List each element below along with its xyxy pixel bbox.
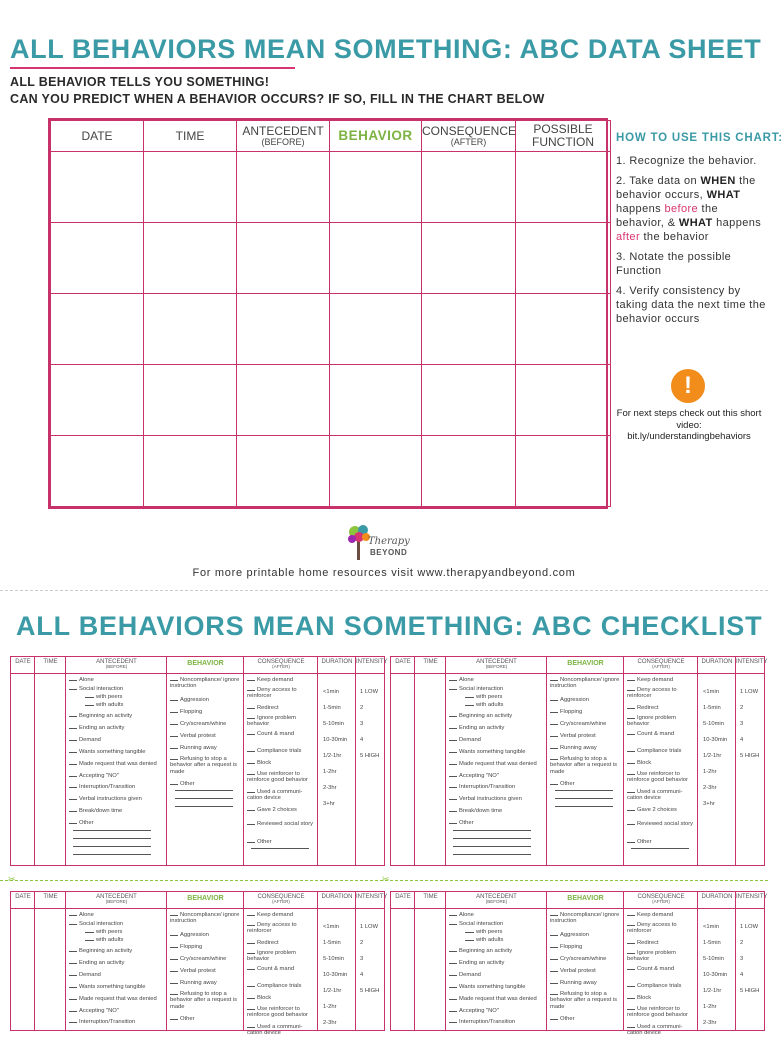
table-row xyxy=(51,294,611,365)
intensity-option[interactable]: 2 xyxy=(360,940,364,946)
consequence-option[interactable]: Used a communi- cation device xyxy=(247,789,317,802)
antecedent-option[interactable]: Made request that was denied xyxy=(449,761,537,767)
consequence-option[interactable]: Redirect xyxy=(627,705,697,711)
antecedent-option[interactable]: Beginning an activity xyxy=(449,713,512,719)
antecedent-option[interactable]: with adults xyxy=(85,702,123,708)
checklist-header-behavior: BEHAVIOR xyxy=(567,660,604,667)
consequence-option[interactable]: Block xyxy=(627,995,697,1001)
column-header-consequence: CONSEQUENCE (AFTER) xyxy=(422,121,516,152)
antecedent-option[interactable]: Ending an activity xyxy=(69,725,124,731)
intensity-option[interactable]: 1 LOW xyxy=(360,689,379,695)
behavior-option[interactable]: Aggression xyxy=(550,932,622,938)
table-cell[interactable] xyxy=(516,365,611,436)
antecedent-option[interactable]: Other xyxy=(449,820,474,826)
abc-checklist-panel xyxy=(390,656,768,866)
duration-option[interactable]: 10-30min xyxy=(323,972,348,978)
consequence-option[interactable]: Other xyxy=(627,839,697,845)
write-in-line[interactable] xyxy=(73,830,151,831)
write-in-line[interactable] xyxy=(175,790,233,791)
duration-option[interactable]: 10-30min xyxy=(703,972,728,978)
section-divider xyxy=(0,590,768,591)
duration-option[interactable]: 1-2hr xyxy=(703,769,717,775)
antecedent-option[interactable]: with adults xyxy=(465,937,503,943)
write-in-line[interactable] xyxy=(453,854,531,855)
antecedent-option[interactable]: Wants something tangible xyxy=(449,749,526,755)
antecedent-option[interactable]: Made request that was denied xyxy=(69,761,157,767)
behavior-option[interactable]: Noncompliance/ ignore instruction xyxy=(550,677,622,690)
checklist-header-consequence: CONSEQUENCE (AFTER) xyxy=(637,659,685,670)
duration-option[interactable]: 1-2hr xyxy=(703,1004,717,1010)
checklist-header-intensity: INTENSITY xyxy=(736,659,768,665)
antecedent-option[interactable]: Social interaction xyxy=(69,686,123,692)
write-in-line[interactable] xyxy=(73,838,151,839)
antecedent-option[interactable]: Accepting "NO" xyxy=(449,773,499,779)
subtitle-line-1: ALL BEHAVIOR TELLS YOU SOMETHING! xyxy=(10,75,270,89)
checklist-header-time: TIME xyxy=(43,894,58,900)
consequence-option[interactable]: Keep demand xyxy=(627,677,697,683)
antecedent-option[interactable]: Other xyxy=(69,820,94,826)
logo-subtext: BEYOND xyxy=(370,548,408,557)
checklist-header-time: TIME xyxy=(43,659,58,665)
column-header-date: DATE xyxy=(51,121,144,152)
consequence-option[interactable]: Block xyxy=(627,760,697,766)
checklist-header-antecedent: ANTECEDENT (BEFORE) xyxy=(476,659,517,670)
duration-option[interactable]: 1-5min xyxy=(323,705,341,711)
behavior-option[interactable]: Other xyxy=(550,781,622,787)
antecedent-option[interactable]: Demand xyxy=(449,737,481,743)
intensity-option[interactable]: 4 xyxy=(360,972,364,978)
duration-option[interactable]: 5-10min xyxy=(323,721,344,727)
consequence-option[interactable]: Compliance trials xyxy=(247,748,317,754)
intensity-option[interactable]: 4 xyxy=(740,972,744,978)
table-cell[interactable] xyxy=(237,294,330,365)
video-link[interactable]: bit.ly/understandingbehaviors xyxy=(627,431,751,442)
antecedent-option[interactable]: Interruption/Transition xyxy=(69,1019,135,1025)
duration-option[interactable]: 10-30min xyxy=(703,737,728,743)
duration-option[interactable]: 2-3hr xyxy=(703,1020,717,1026)
antecedent-option[interactable]: Verbal instructions given xyxy=(69,796,142,802)
header-divider xyxy=(11,908,384,909)
table-cell[interactable] xyxy=(516,294,611,365)
consequence-option[interactable]: Ignore problem behavior xyxy=(247,950,317,963)
checklist-title: ALL BEHAVIORS MEAN SOMETHING: ABC CHECKLIST xyxy=(16,611,763,641)
checklist-header-behavior: BEHAVIOR xyxy=(187,660,224,667)
column-header-time: TIME xyxy=(144,121,237,152)
behavior-option[interactable]: Verbal protest xyxy=(550,968,622,974)
consequence-option[interactable]: Redirect xyxy=(627,940,697,946)
behavior-option[interactable]: Refusing to stop a behavior after a request is made xyxy=(170,756,242,775)
scissors-icon: ✂ xyxy=(8,874,16,884)
antecedent-option[interactable]: Demand xyxy=(449,972,481,978)
duration-option[interactable]: 2-3hr xyxy=(323,785,337,791)
antecedent-option[interactable]: Interruption/Transition xyxy=(449,784,515,790)
behavior-option[interactable]: Running away xyxy=(170,980,242,986)
intensity-option[interactable]: 5 HIGH xyxy=(360,988,380,994)
checklist-header-behavior: BEHAVIOR xyxy=(187,895,224,902)
consequence-option[interactable]: Used a communi- cation device xyxy=(627,789,697,802)
checklist-header-antecedent: ANTECEDENT (BEFORE) xyxy=(96,659,137,670)
abc-checklist-panel xyxy=(390,891,768,1037)
antecedent-option[interactable]: Beginning an activity xyxy=(449,948,512,954)
write-in-line[interactable] xyxy=(555,806,613,807)
antecedent-option[interactable]: Made request that was denied xyxy=(69,996,157,1002)
table-cell[interactable] xyxy=(237,436,330,507)
behavior-option[interactable]: Cry/scream/whine xyxy=(550,721,622,727)
checklist-header-intensity: INTENSITY xyxy=(356,659,388,665)
checklist-header-date: DATE xyxy=(395,659,411,665)
instruction-step-3: 3. Notate the possible Function xyxy=(616,251,732,277)
consequence-option[interactable]: Ignore problem behavior xyxy=(247,715,317,728)
antecedent-option[interactable]: Accepting "NO" xyxy=(69,773,119,779)
consequence-option[interactable]: Deny access to reinforcer xyxy=(247,687,317,700)
duration-option[interactable]: 1/2-1hr xyxy=(323,988,342,994)
intensity-option[interactable]: 3 xyxy=(360,956,364,962)
checklist-header-consequence: CONSEQUENCE (AFTER) xyxy=(637,894,685,905)
table-cell[interactable] xyxy=(144,294,237,365)
abc-data-chart xyxy=(48,118,608,509)
instructions-panel xyxy=(616,132,783,332)
abc-checklist-panel xyxy=(10,891,388,1037)
page-title: ALL BEHAVIORS MEAN SOMETHING: ABC DATA SHEET xyxy=(10,34,762,64)
write-in-line[interactable] xyxy=(555,790,613,791)
write-in-line[interactable] xyxy=(175,798,233,799)
consequence-option[interactable]: Ignore problem behavior xyxy=(627,950,697,963)
consequence-option[interactable]: Count & mand xyxy=(247,966,317,972)
checklist-header-duration: DURATION xyxy=(321,894,353,900)
antecedent-option[interactable]: Wants something tangible xyxy=(69,984,146,990)
table-cell[interactable] xyxy=(330,152,422,223)
antecedent-option[interactable]: Ending an activity xyxy=(449,725,504,731)
duration-option[interactable]: 1-5min xyxy=(703,940,721,946)
antecedent-option[interactable]: Ending an activity xyxy=(449,960,504,966)
antecedent-option[interactable]: Alone xyxy=(69,912,94,918)
table-cell[interactable] xyxy=(422,223,516,294)
duration-option[interactable]: 3+hr xyxy=(703,801,715,807)
consequence-option[interactable]: Deny access to reinforcer xyxy=(627,687,697,700)
duration-option[interactable]: <1min xyxy=(323,689,339,695)
antecedent-option[interactable]: Accepting "NO" xyxy=(69,1008,119,1014)
checklist-header-duration: DURATION xyxy=(701,894,733,900)
behavior-option[interactable]: Other xyxy=(170,1016,242,1022)
duration-option[interactable]: <1min xyxy=(323,924,339,930)
antecedent-option[interactable]: Break/down time xyxy=(69,808,122,814)
behavior-option[interactable]: Aggression xyxy=(170,932,242,938)
checklist-header-intensity: INTENSITY xyxy=(736,894,768,900)
table-cell[interactable] xyxy=(144,365,237,436)
duration-option[interactable]: 1-5min xyxy=(323,940,341,946)
behavior-option[interactable]: Cry/scream/whine xyxy=(170,721,242,727)
consequence-option[interactable]: Use reinforcer to reinforce good behavior xyxy=(247,771,317,784)
table-cell[interactable] xyxy=(330,223,422,294)
consequence-option[interactable]: Use reinforcer to reinforce good behavior xyxy=(247,1006,317,1019)
behavior-option[interactable]: Running away xyxy=(550,745,622,751)
behavior-option[interactable]: Aggression xyxy=(550,697,622,703)
duration-option[interactable]: 2-3hr xyxy=(703,785,717,791)
duration-option[interactable]: 1/2-1hr xyxy=(323,753,342,759)
antecedent-option[interactable]: Alone xyxy=(449,912,474,918)
duration-option[interactable]: 5-10min xyxy=(703,721,724,727)
instruction-step-4: 4. Verify consistency by taking data the next time the behavior occurs xyxy=(616,285,766,325)
consequence-option[interactable]: Use reinforcer to reinforce good behavior xyxy=(627,1006,697,1019)
table-cell[interactable] xyxy=(516,223,611,294)
write-in-line[interactable] xyxy=(453,830,531,831)
antecedent-option[interactable]: with peers xyxy=(465,929,502,935)
table-cell[interactable] xyxy=(422,436,516,507)
behavior-option[interactable]: Flopping xyxy=(550,709,622,715)
next-steps-note xyxy=(612,408,766,443)
table-cell[interactable] xyxy=(516,436,611,507)
duration-option[interactable]: 3+hr xyxy=(323,801,335,807)
table-cell[interactable] xyxy=(237,152,330,223)
antecedent-option[interactable]: with peers xyxy=(85,929,122,935)
antecedent-option[interactable]: Beginning an activity xyxy=(69,948,132,954)
behavior-option[interactable]: Flopping xyxy=(170,709,242,715)
checklist-header-antecedent: ANTECEDENT (BEFORE) xyxy=(476,894,517,905)
behavior-option[interactable]: Flopping xyxy=(550,944,622,950)
intensity-option[interactable]: 3 xyxy=(360,721,364,727)
behavior-option[interactable]: Cry/scream/whine xyxy=(170,956,242,962)
behavior-option[interactable]: Verbal protest xyxy=(170,733,242,739)
consequence-option[interactable]: Count & mand xyxy=(247,731,317,737)
write-in-line[interactable] xyxy=(251,848,309,849)
therapy-and-beyond-logo xyxy=(346,522,426,564)
behavior-option[interactable]: Cry/scream/whine xyxy=(550,956,622,962)
checklist-header-time: TIME xyxy=(423,659,438,665)
table-cell[interactable] xyxy=(144,152,237,223)
duration-option[interactable]: <1min xyxy=(703,924,719,930)
behavior-option[interactable]: Refusing to stop a behavior after a request is made xyxy=(550,756,622,775)
antecedent-option[interactable]: Wants something tangible xyxy=(449,984,526,990)
intensity-option[interactable]: 1 LOW xyxy=(740,924,759,930)
table-cell[interactable] xyxy=(330,365,422,436)
table-cell[interactable] xyxy=(422,365,516,436)
footer-text: For more printable home resources visit www.therapyandbeyond.com xyxy=(192,567,576,579)
antecedent-option[interactable]: Verbal instructions given xyxy=(449,796,522,802)
write-in-line[interactable] xyxy=(73,854,151,855)
antecedent-option[interactable]: Demand xyxy=(69,737,101,743)
table-cell[interactable] xyxy=(330,294,422,365)
column-header-behavior: BEHAVIOR xyxy=(330,121,422,152)
table-cell[interactable] xyxy=(422,294,516,365)
exclamation-icon: ! xyxy=(671,369,705,403)
consequence-option[interactable]: Gave 2 choices xyxy=(247,807,317,813)
intensity-option[interactable]: 5 HIGH xyxy=(740,753,760,759)
consequence-option[interactable]: Keep demand xyxy=(247,912,317,918)
antecedent-option[interactable]: Social interaction xyxy=(449,686,503,692)
consequence-option[interactable]: Count & mand xyxy=(627,731,697,737)
duration-option[interactable]: 1-5min xyxy=(703,705,721,711)
behavior-option[interactable]: Aggression xyxy=(170,697,242,703)
intensity-option[interactable]: 2 xyxy=(740,705,744,711)
behavior-option[interactable]: Refusing to stop a behavior after a request is made xyxy=(550,991,622,1010)
duration-option[interactable]: <1min xyxy=(703,689,719,695)
checklist-header-date: DATE xyxy=(395,894,411,900)
header-divider xyxy=(11,673,384,674)
intensity-option[interactable]: 1 LOW xyxy=(360,924,379,930)
antecedent-option[interactable]: Break/down time xyxy=(449,808,502,814)
table-row xyxy=(51,152,611,223)
intensity-option[interactable]: 2 xyxy=(360,705,364,711)
table-cell[interactable] xyxy=(51,365,144,436)
antecedent-option[interactable]: Alone xyxy=(69,677,94,683)
duration-option[interactable]: 1-2hr xyxy=(323,1004,337,1010)
logo-text: Therapy xyxy=(368,536,410,547)
intensity-option[interactable]: 5 HIGH xyxy=(740,988,760,994)
intensity-option[interactable]: 5 HIGH xyxy=(360,753,380,759)
antecedent-option[interactable]: Alone xyxy=(449,677,474,683)
consequence-option[interactable]: Compliance trials xyxy=(247,983,317,989)
column-header-antecedent: ANTECEDENT (BEFORE) xyxy=(237,121,330,152)
table-cell[interactable] xyxy=(51,152,144,223)
behavior-option[interactable]: Other xyxy=(550,1016,622,1022)
abc-checklist-panel xyxy=(10,656,388,866)
consequence-option[interactable]: Reviewed social story xyxy=(627,821,697,827)
antecedent-option[interactable]: with peers xyxy=(465,694,502,700)
table-cell[interactable] xyxy=(51,223,144,294)
antecedent-option[interactable]: with adults xyxy=(465,702,503,708)
instruction-step-1: 1. Recognize the behavior. xyxy=(616,155,757,167)
consequence-option[interactable]: Block xyxy=(247,760,317,766)
antecedent-option[interactable]: with peers xyxy=(85,694,122,700)
table-cell[interactable] xyxy=(144,223,237,294)
antecedent-option[interactable]: Social interaction xyxy=(449,921,503,927)
duration-option[interactable]: 2-3hr xyxy=(323,1020,337,1026)
checklist-header-date: DATE xyxy=(15,894,31,900)
subtitle-line-2: CAN YOU PREDICT WHEN A BEHAVIOR OCCURS? IF SO, FILL IN THE CHART BELOW xyxy=(10,92,545,106)
checklist-header-time: TIME xyxy=(423,894,438,900)
checklist-header-behavior: BEHAVIOR xyxy=(567,895,604,902)
write-in-line[interactable] xyxy=(73,846,151,847)
consequence-option[interactable]: Use reinforcer to reinforce good behavior xyxy=(627,771,697,784)
scissors-icon: ✂ xyxy=(382,874,390,884)
checklist-header-consequence: CONSEQUENCE (AFTER) xyxy=(257,894,305,905)
consequence-option[interactable]: Keep demand xyxy=(247,677,317,683)
checklist-header-intensity: INTENSITY xyxy=(356,894,388,900)
behavior-option[interactable]: Refusing to stop a behavior after a request is made xyxy=(170,991,242,1010)
intensity-option[interactable]: 3 xyxy=(740,956,744,962)
table-cell[interactable] xyxy=(330,436,422,507)
behavior-option[interactable]: Noncompliance/ ignore instruction xyxy=(170,677,242,690)
antecedent-option[interactable]: Interruption/Transition xyxy=(449,1019,515,1025)
table-cell[interactable] xyxy=(144,436,237,507)
table-row xyxy=(51,436,611,507)
instruction-step-2: 2. Take data on WHEN the behavior occurs, WHAT happens before the behavior, & WHAT happens after the behavior xyxy=(616,175,762,243)
header-divider xyxy=(391,673,764,674)
behavior-option[interactable]: Verbal protest xyxy=(550,733,622,739)
antecedent-option[interactable]: Accepting "NO" xyxy=(449,1008,499,1014)
column-header-function: POSSIBLE FUNCTION xyxy=(516,121,611,152)
duration-option[interactable]: 5-10min xyxy=(323,956,344,962)
intensity-option[interactable]: 1 LOW xyxy=(740,689,759,695)
duration-option[interactable]: 1-2hr xyxy=(323,769,337,775)
table-cell[interactable] xyxy=(51,294,144,365)
consequence-option[interactable]: Keep demand xyxy=(627,912,697,918)
consequence-option[interactable]: Reviewed social story xyxy=(247,821,317,827)
antecedent-option[interactable]: with adults xyxy=(85,937,123,943)
intensity-option[interactable]: 2 xyxy=(740,940,744,946)
behavior-option[interactable]: Flopping xyxy=(170,944,242,950)
table-cell[interactable] xyxy=(237,365,330,436)
write-in-line[interactable] xyxy=(453,838,531,839)
consequence-option[interactable]: Other xyxy=(247,839,317,845)
consequence-option[interactable]: Deny access to reinforcer xyxy=(247,922,317,935)
consequence-option[interactable]: Deny access to reinforcer xyxy=(627,922,697,935)
table-row xyxy=(51,223,611,294)
write-in-line[interactable] xyxy=(175,806,233,807)
consequence-option[interactable]: Redirect xyxy=(247,705,317,711)
behavior-option[interactable]: Running away xyxy=(170,745,242,751)
write-in-line[interactable] xyxy=(631,848,689,849)
write-in-line[interactable] xyxy=(453,846,531,847)
write-in-line[interactable] xyxy=(555,798,613,799)
header-divider xyxy=(391,908,764,909)
table-row xyxy=(51,365,611,436)
checklist-header-duration: DURATION xyxy=(321,659,353,665)
consequence-option[interactable]: Compliance trials xyxy=(627,983,697,989)
table-cell[interactable] xyxy=(51,436,144,507)
intensity-option[interactable]: 4 xyxy=(740,737,744,743)
consequence-option[interactable]: Block xyxy=(247,995,317,1001)
title-underline xyxy=(10,67,295,69)
consequence-option[interactable]: Count & mand xyxy=(627,966,697,972)
behavior-option[interactable]: Noncompliance/ ignore instruction xyxy=(550,912,622,925)
consequence-option[interactable]: Used a communi- cation device xyxy=(627,1024,697,1037)
consequence-option[interactable]: Ignore problem behavior xyxy=(627,715,697,728)
intensity-option[interactable]: 4 xyxy=(360,737,364,743)
antecedent-option[interactable]: Social interaction xyxy=(69,921,123,927)
behavior-option[interactable]: Noncompliance/ ignore instruction xyxy=(170,912,242,925)
checklist-header-consequence: CONSEQUENCE (AFTER) xyxy=(257,659,305,670)
table-cell[interactable] xyxy=(422,152,516,223)
consequence-option[interactable]: Redirect xyxy=(247,940,317,946)
antecedent-option[interactable]: Wants something tangible xyxy=(69,749,146,755)
behavior-option[interactable]: Other xyxy=(170,781,242,787)
consequence-option[interactable]: Gave 2 choices xyxy=(627,807,697,813)
table-cell[interactable] xyxy=(237,223,330,294)
checklist-header-duration: DURATION xyxy=(701,659,733,665)
antecedent-option[interactable]: Demand xyxy=(69,972,101,978)
next-steps-text: For next steps check out this short video: xyxy=(616,408,762,431)
duration-option[interactable]: 1/2-1hr xyxy=(703,753,722,759)
antecedent-option[interactable]: Ending an activity xyxy=(69,960,124,966)
consequence-option[interactable]: Used a communi- cation device xyxy=(247,1024,317,1037)
duration-option[interactable]: 10-30min xyxy=(323,737,348,743)
antecedent-option[interactable]: Made request that was denied xyxy=(449,996,537,1002)
instructions-title: HOW TO USE THIS CHART: xyxy=(616,132,783,144)
antecedent-option[interactable]: Beginning an activity xyxy=(69,713,132,719)
antecedent-option[interactable]: Interruption/Transition xyxy=(69,784,135,790)
checklist-header-date: DATE xyxy=(15,659,31,665)
duration-option[interactable]: 5-10min xyxy=(703,956,724,962)
intensity-option[interactable]: 3 xyxy=(740,721,744,727)
behavior-option[interactable]: Verbal protest xyxy=(170,968,242,974)
duration-option[interactable]: 1/2-1hr xyxy=(703,988,722,994)
consequence-option[interactable]: Compliance trials xyxy=(627,748,697,754)
checklist-header-antecedent: ANTECEDENT (BEFORE) xyxy=(96,894,137,905)
table-cell[interactable] xyxy=(516,152,611,223)
behavior-option[interactable]: Running away xyxy=(550,980,622,986)
